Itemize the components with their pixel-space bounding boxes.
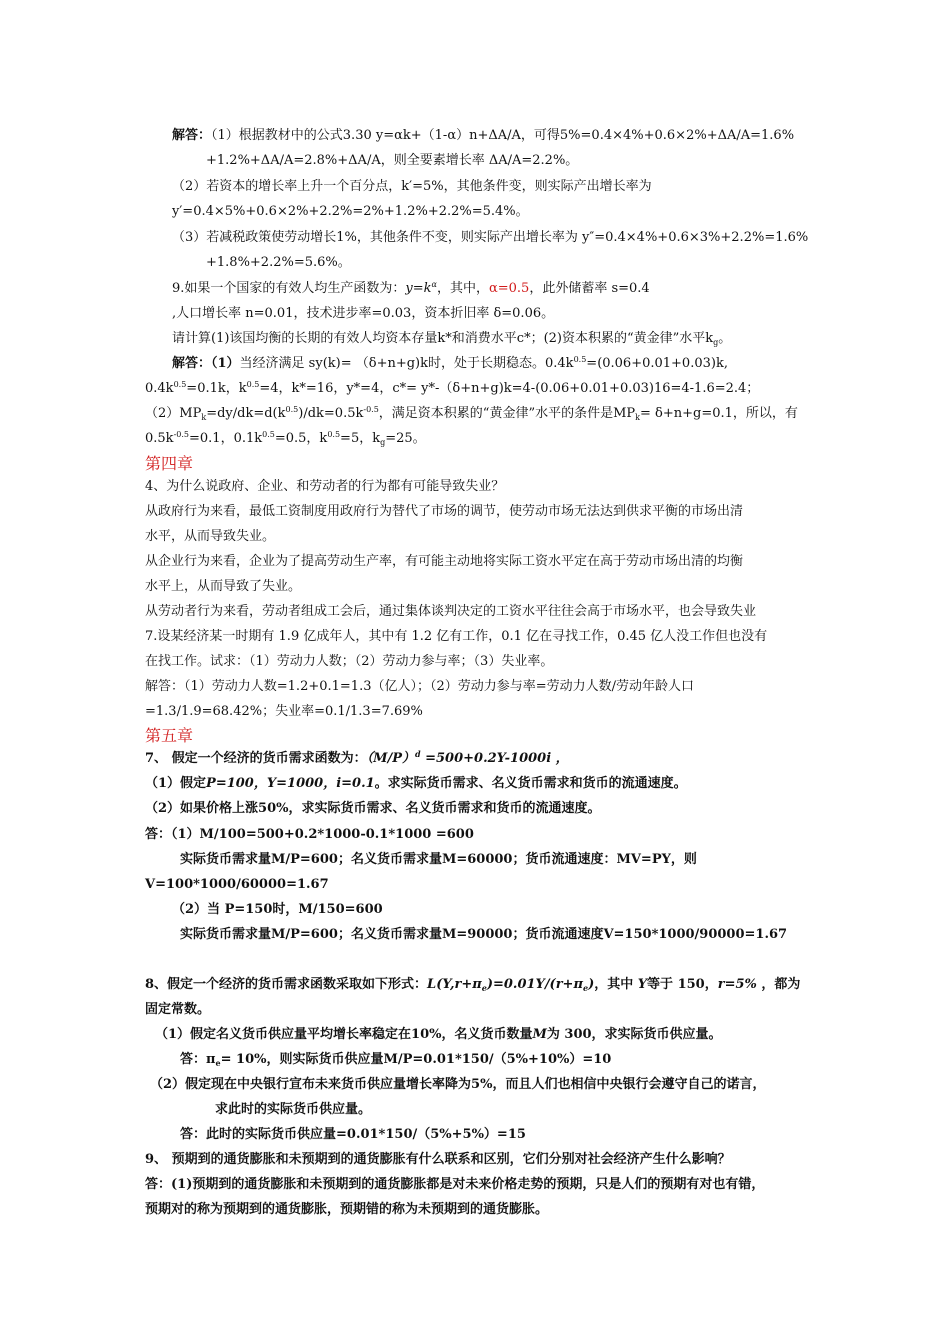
chapter-heading: 第四章 bbox=[145, 454, 194, 473]
answer-line: 答：$\pi_e= 10\%$，则实际货币供应量M/P=0.01*150/（5%+10%）=10 bbox=[180, 1052, 612, 1068]
question-line: ,人口增长率 n=0.01，技术进步率=0.03，资本折旧率 δ=0.06。 bbox=[172, 306, 555, 321]
answer-line: 解答：（1）当经济满足 sy(k)= （δ+n+g)k时，处于长期稳态。$0.4k^{0.5}=(0.06+0.01+0.03)k$, bbox=[172, 355, 728, 371]
answer-7: 解答：（1）劳动力人数=1.2+0.1=1.3（亿人）；（2）劳动力参与率=劳动力人数/劳动年龄人口 bbox=[145, 679, 695, 694]
question-line: 请计算(1)该国均衡的长期的有效人均资本存量k*和消费水平c*；(2)资本积累的“黄金律”水平$k_g$。 bbox=[172, 331, 732, 347]
question-4: 4、为什么说政府、企业、和劳动者的行为都有可能导致失业？ bbox=[145, 479, 505, 494]
question-line: （2）如果价格上涨50%，求实际货币需求、名义货币需求和货币的流通速度。 bbox=[145, 801, 601, 816]
paragraph: 水平，从而导致失业。 bbox=[145, 529, 276, 544]
question-7: 7.设某经济某一时期有 1.9 亿成年人，其中有 1.2 亿有工作，0.1 亿在寻找工作，0.45 亿人没工作但也没有 bbox=[145, 629, 768, 644]
answer-line: 预期对的称为预期到的通货膨胀，预期错的称为未预期到的通货膨胀。 bbox=[145, 1202, 549, 1217]
question-7: 在找工作。试求：（1）劳动力人数；（2）劳动力参与率；（3）失业率。 bbox=[145, 654, 554, 669]
chapter-heading: 第五章 bbox=[145, 726, 194, 745]
answer-line: 答：(1)预期到的通货膨胀和未预期到的通货膨胀都是对未来价格走势的预期，只是人们的预期有对也有错， bbox=[145, 1177, 765, 1192]
question-line: 固定常数。 bbox=[145, 1002, 211, 1017]
answer-line: （2）当 P=150时，M/150=600 bbox=[172, 902, 383, 917]
answer-line: （2）若资本的增长率上升一个百分点，k′=5%，其他条件变，则实际产出增长率为 bbox=[172, 179, 652, 194]
answer-line: y′=0.4×5%+0.6×2%+2.2%=2%+1.2%+2.2%=5.4%。 bbox=[172, 204, 529, 219]
paragraph: 水平上，从而导致了失业。 bbox=[145, 579, 302, 594]
question-line: （1）假定P=100，Y=1000，i=0.1。求实际货币需求、名义货币需求和货币的流通速度。 bbox=[145, 776, 687, 791]
paragraph: 从企业行为来看，企业为了提高劳动生产率，有可能主动地将实际工资水平定在高于劳动市场出清的均衡 bbox=[145, 554, 744, 569]
question-9: 9.如果一个国家的有效人均生产函数为：$y=k^\alpha$，其中，α=0.5，此外储蓄率 s=0.4 bbox=[172, 280, 650, 296]
answer-line: $0.5k^{-0.5}=0.1$，$0.1k^{0.5}=0.5$，$k^{0.5}=5$，$k_g=25$。 bbox=[145, 430, 426, 447]
answer-line: $0.4k^{0.5}=0.1k$，$k^{0.5}=4$，k*=16，y*=4，c*= y*-（δ+n+g)k=4-(0.06+0.01+0.03)16=4-1.6=2.4； bbox=[145, 380, 760, 396]
question-line: （1）假定名义货币供应量平均增长率稳定在10%，名义货币数量M为 300，求实际货币供应量。 bbox=[155, 1027, 722, 1042]
answer-7: =1.3/1.9=68.42%；失业率=0.1/1.3=7.69% bbox=[145, 704, 423, 719]
answer-line: V=100*1000/60000=1.67 bbox=[145, 877, 329, 892]
question-8: 8、假定一个经济的货币需求函数采取如下形式：$L(Y,r+\pi_e)=0.01Y/(r+\pi_e)$，其中 Y等于 150，r=5% ，都为 bbox=[145, 977, 801, 993]
answer-line: 答：此时的实际货币供应量=0.01*150/（5%+5%）=15 bbox=[180, 1127, 526, 1142]
answer-line: $(2)MP_k=dy/dk=d(k^{0.5})/dk=0.5k^{-0.5}$，满足资本积累的“黄金律”水平的条件是$MP_k= \delta+n+g=0.1$，所以，有 bbox=[145, 405, 798, 422]
answer-line: 解答：（1）根据教材中的公式3.30 y=αk+（1-α）n+ΔA/A，可得5%=0.4×4%+0.6×2%+ΔA/A=1.6% bbox=[172, 128, 795, 143]
question-line: 求此时的实际货币供应量。 bbox=[215, 1102, 372, 1117]
answer-line: +1.8%+2.2%=5.6%。 bbox=[206, 255, 351, 270]
question-9: 9、 预期到的通货膨胀和未预期到的通货膨胀有什么联系和区别，它们分别对社会经济产生什么影响？ bbox=[145, 1152, 731, 1167]
answer-line: 实际货币需求量M/P=600；名义货币需求量M=60000；货币流通速度：MV=PY，则 bbox=[180, 852, 697, 867]
answer-line: +1.2%+ΔA/A=2.8%+ΔA/A，则全要素增长率 ΔA/A=2.2%。 bbox=[206, 153, 579, 168]
question-7: 7、 假定一个经济的货币需求函数为：$(M/P)^d =500+0.2Y-1000i$ ， bbox=[145, 749, 569, 766]
answer-line: （3）若减税政策使劳动增长1%，其他条件不变，则实际产出增长率为 y″=0.4×4%+0.6×3%+2.2%=1.6% bbox=[172, 230, 809, 245]
answer-line: 答：（1）M/100=500+0.2*1000-0.1*1000 =600 bbox=[145, 827, 474, 842]
paragraph: 从政府行为来看，最低工资制度用政府行为替代了市场的调节，使劳动市场无法达到供求平衡的市场出清 bbox=[145, 504, 744, 519]
question-line: （2）假定现在中央银行宣布未来货币供应量增长率降为5%，而且人们也相信中央银行会遵守自己的诺言， bbox=[150, 1077, 766, 1092]
paragraph: 从劳动者行为来看，劳动者组成工会后，通过集体谈判决定的工资水平往往会高于市场水平，也会导致失业 bbox=[145, 604, 757, 619]
answer-line: 实际货币需求量M/P=600；名义货币需求量M=90000；货币流通速度V=150*1000/90000=1.67 bbox=[180, 927, 788, 942]
